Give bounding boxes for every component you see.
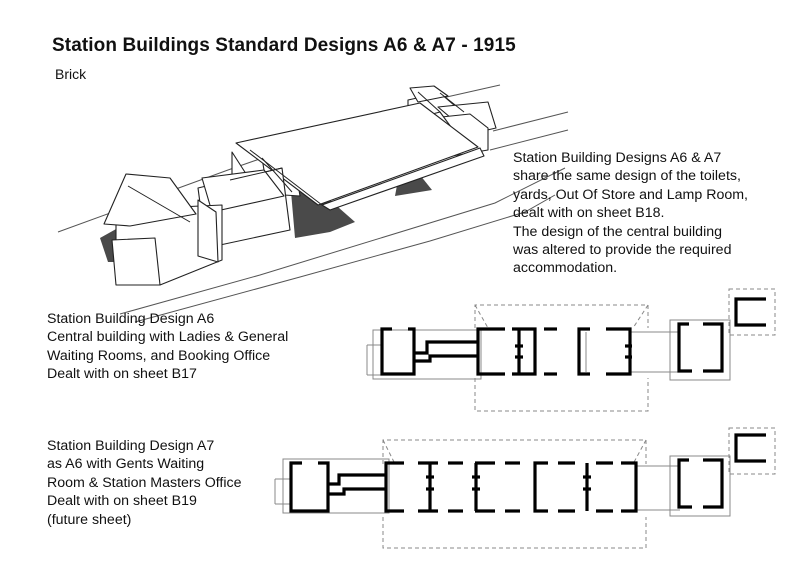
notes-line: accommodation. xyxy=(513,260,618,277)
design-a6-line: Dealt with on sheet B17 xyxy=(47,366,197,383)
notes-line: was altered to provide the required xyxy=(513,242,732,259)
plan-a6 xyxy=(367,289,775,411)
design-a7-line: Station Building Design A7 xyxy=(47,438,215,454)
notes-line: Station Building Designs A6 & A7 xyxy=(513,150,722,166)
page-title: Station Buildings Standard Designs A6 & A7 - 1915 xyxy=(52,35,516,56)
design-a7-line: (future sheet) xyxy=(47,511,132,528)
design-a6-line: Central building with Ladies & General xyxy=(47,329,289,346)
design-a6-description xyxy=(47,310,288,384)
design-a7-line: Room & Station Masters Office xyxy=(47,474,242,491)
notes-line: share the same design of the toilets, xyxy=(513,168,741,185)
notes-line: yards, Out Of Store and Lamp Room, xyxy=(513,186,748,203)
design-a7-description xyxy=(47,437,242,529)
plan-a7 xyxy=(275,428,775,548)
design-a6-line: Waiting Rooms, and Booking Office xyxy=(47,347,271,364)
material-label: Brick xyxy=(55,66,87,82)
design-a6-line: Station Building Design A6 xyxy=(47,311,215,327)
design-a7-line: as A6 with Gents Waiting xyxy=(47,456,205,473)
design-notes xyxy=(513,149,748,278)
notes-line: The design of the central building xyxy=(513,223,723,240)
design-a7-line: Dealt with on sheet B19 xyxy=(47,493,197,510)
notes-line: dealt with on sheet B18. xyxy=(513,205,665,222)
